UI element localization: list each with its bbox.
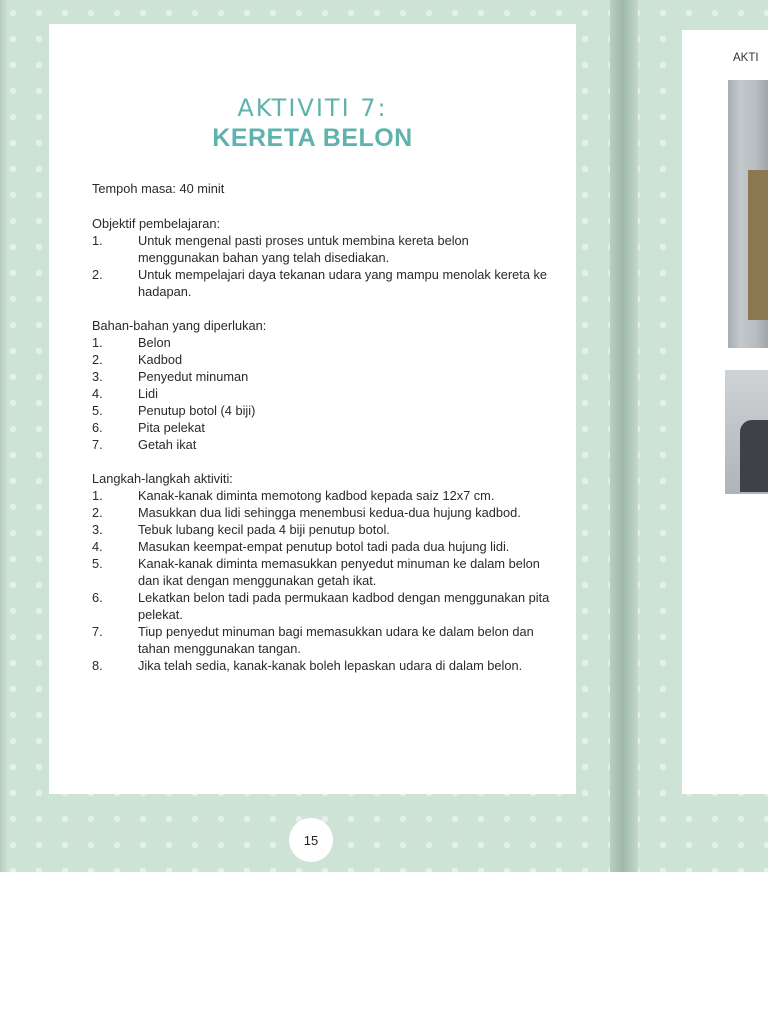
item-text: Untuk mengenal pasti proses untuk membina kereta belon menggunakan bahan yang telah disediakan. xyxy=(138,233,469,265)
list-item xyxy=(92,232,552,266)
item-text: Kanak-kanak diminta memotong kadbod kepada saiz 12x7 cm. xyxy=(138,488,495,503)
list-item xyxy=(92,436,552,453)
duration xyxy=(92,180,552,197)
item-text: Tiup penyedut minuman bagi memasukkan udara ke dalam belon dan tahan menggunakan tangan. xyxy=(138,624,534,656)
item-text: Penyedut minuman xyxy=(138,369,249,384)
list-item xyxy=(92,266,552,300)
page-number: 15 xyxy=(303,832,319,848)
objectives-heading: Objektif pembelajaran: xyxy=(92,216,221,231)
item-text: Masukkan dua lidi sehingga menembusi kedua-dua hujung kadbod. xyxy=(138,505,521,520)
list-item xyxy=(92,368,552,385)
activity-name-title: KERETA BELON xyxy=(212,124,413,152)
item-number: 5. xyxy=(92,556,103,571)
item-text: Jika telah sedia, kanak-kanak boleh lepaskan udara di dalam belon. xyxy=(138,658,523,673)
item-text: Kanak-kanak diminta memasukkan penyedut minuman ke dalam belon dan ikat dengan menggunakan getah ikat. xyxy=(138,556,540,588)
list-item xyxy=(92,351,552,368)
item-text: Getah ikat xyxy=(138,437,197,452)
list-item xyxy=(92,555,552,589)
item-number: 2. xyxy=(92,505,103,520)
activity-number-title: AKTIVITI 7: xyxy=(237,94,388,122)
item-number: 6. xyxy=(92,590,103,605)
book-spine xyxy=(610,0,638,872)
steps-list xyxy=(92,487,552,674)
item-number: 3. xyxy=(92,369,103,384)
list-item xyxy=(92,521,552,538)
list-item xyxy=(92,487,552,504)
item-number: 7. xyxy=(92,437,103,452)
list-item xyxy=(92,419,552,436)
list-item xyxy=(92,538,552,555)
item-number: 2. xyxy=(92,267,103,282)
item-text: Penutup botol (4 biji) xyxy=(138,403,256,418)
list-item xyxy=(92,402,552,419)
item-number: 7. xyxy=(92,624,103,639)
list-item xyxy=(92,589,552,623)
item-text: Kadbod xyxy=(138,352,183,367)
photo-hair-detail xyxy=(740,420,768,492)
item-number: 6. xyxy=(92,420,103,435)
list-item xyxy=(92,623,552,657)
materials-list xyxy=(92,334,552,453)
materials-heading: Bahan-bahan yang diperlukan: xyxy=(92,318,267,333)
item-number: 1. xyxy=(92,488,103,503)
item-text: Tebuk lubang kecil pada 4 biji penutup botol. xyxy=(138,522,390,537)
item-text: Lekatkan belon tadi pada permukaan kadbod dengan menggunakan pita pelekat. xyxy=(138,590,550,622)
duration-text: Tempoh masa: 40 minit xyxy=(92,181,225,196)
item-number: 5. xyxy=(92,403,103,418)
item-number: 1. xyxy=(92,233,103,248)
list-item xyxy=(92,504,552,521)
right-page-header: AKTI xyxy=(733,52,759,64)
materials-section xyxy=(92,317,552,453)
list-item xyxy=(92,334,552,351)
item-text: Masukan keempat-empat penutup botol tadi pada dua hujung lidi. xyxy=(138,539,510,554)
item-text: Pita pelekat xyxy=(138,420,205,435)
objectives-section xyxy=(92,215,552,300)
item-number: 4. xyxy=(92,386,103,401)
page-number-badge xyxy=(289,818,333,862)
list-item xyxy=(92,657,552,674)
item-number: 1. xyxy=(92,335,103,350)
photo-object-detail xyxy=(748,170,768,320)
steps-heading: Langkah-langkah aktiviti: xyxy=(92,471,233,486)
item-text: Untuk mempelajari daya tekanan udara yang mampu menolak kereta ke hadapan. xyxy=(138,267,548,299)
item-number: 2. xyxy=(92,352,103,367)
page-edge-shadow xyxy=(0,0,8,872)
list-item xyxy=(92,385,552,402)
objectives-list xyxy=(92,232,552,300)
item-text: Belon xyxy=(138,335,171,350)
steps-section xyxy=(92,470,552,674)
item-number: 8. xyxy=(92,658,103,673)
item-number: 4. xyxy=(92,539,103,554)
item-text: Lidi xyxy=(138,386,158,401)
item-number: 3. xyxy=(92,522,103,537)
